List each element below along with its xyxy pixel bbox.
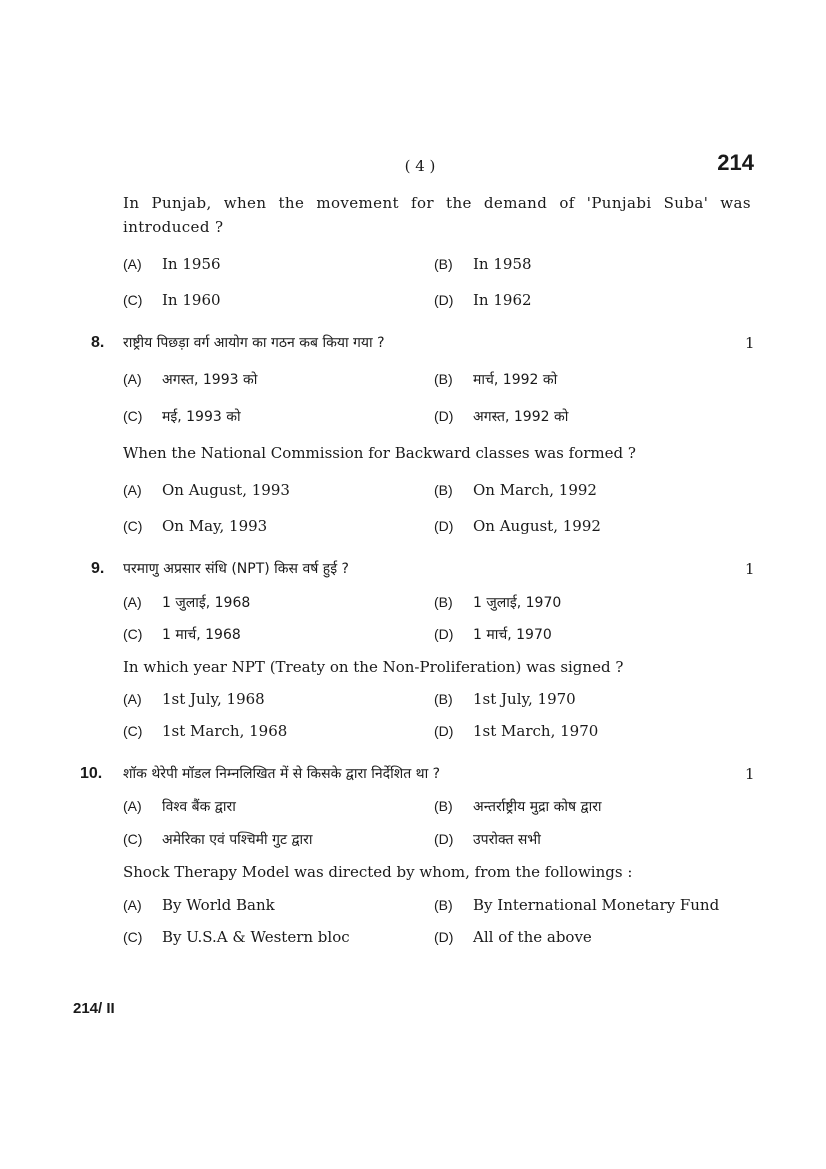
q8-option-b-en: (B) On March, 1992 [434,481,597,499]
q10-marks: 1 [745,765,755,783]
q8-number: 8. [91,334,105,351]
q8-option-c-en: (C) On May, 1993 [123,517,268,535]
footer-paper-code: 214/ II [73,1000,115,1017]
q9-hindi-text: परमाणु अप्रसार संधि (NPT) किस वर्ष हुई ? [123,561,349,577]
q7-option-b-en: (B) In 1958 [434,255,532,273]
q8-option-a-hi: (A) अगस्त, 1993 को [123,371,258,388]
q9-english-text: In which year NPT (Treaty on the Non-Proliferation) was signed ? [123,658,624,676]
q9-option-d-hi: (D) 1 मार्च, 1970 [434,626,552,643]
q9-marks: 1 [745,560,755,578]
q8-marks: 1 [745,334,755,352]
q10-option-b-hi: (B) अन्तर्राष्ट्रीय मुद्रा कोष द्वारा [434,798,602,815]
q8-hindi-text: राष्ट्रीय पिछड़ा वर्ग आयोग का गठन कब किया गया ? [123,335,385,351]
q10-option-d-hi: (D) उपरोक्त सभी [434,831,541,848]
q8-option-d-en: (D) On August, 1992 [434,517,601,535]
q9-option-b-hi: (B) 1 जुलाई, 1970 [434,594,562,611]
q9-option-d-en: (D) 1st March, 1970 [434,722,599,740]
q7-option-d-en: (D) In 1962 [434,291,532,309]
q10-option-c-en: (C) By U.S.A & Western bloc [123,928,350,946]
q8-option-b-hi: (B) मार्च, 1992 को [434,371,558,388]
q9-option-c-hi: (C) 1 मार्च, 1968 [123,626,241,643]
q8-option-d-hi: (D) अगस्त, 1992 को [434,408,569,425]
q9-option-a-hi: (A) 1 जुलाई, 1968 [123,594,251,611]
q10-hindi-text: शॉक थेरेपी मॉडल निम्नलिखित में से किसके द्वारा निर्देशित था ? [123,766,441,782]
q9-number: 9. [91,560,105,577]
q8-option-c-hi: (C) मई, 1993 को [123,408,241,425]
q9-option-c-en: (C) 1st March, 1968 [123,722,288,740]
q10-option-d-en: (D) All of the above [434,928,592,946]
q7-option-a-en: (A) In 1956 [123,255,221,273]
q10-number: 10. [80,765,103,782]
q7-option-c-en: (C) In 1960 [123,291,221,309]
q10-option-a-en: (A) By World Bank [123,896,275,914]
q10-option-c-hi: (C) अमेरिका एवं पश्चिमी गुट द्वारा [123,831,313,848]
q8-english-text: When the National Commission for Backward classes was formed ? [123,444,636,462]
q10-option-a-hi: (A) विश्व बैंक द्वारा [123,798,236,815]
q10-english-text: Shock Therapy Model was directed by whom, from the followings : [123,863,633,881]
q10-option-b-en: (B) By International Monetary Fund [434,896,720,914]
q8-option-a-en: (A) On August, 1993 [123,481,290,499]
paper-code: 214 [717,150,754,175]
q9-option-a-en: (A) 1st July, 1968 [123,690,265,708]
page-number: ( 4 ) [404,157,436,175]
q9-option-b-en: (B) 1st July, 1970 [434,690,576,708]
q7-english-text: In Punjab, when the movement for the demand of 'Punjabi Suba' was introduced ? [123,194,751,236]
